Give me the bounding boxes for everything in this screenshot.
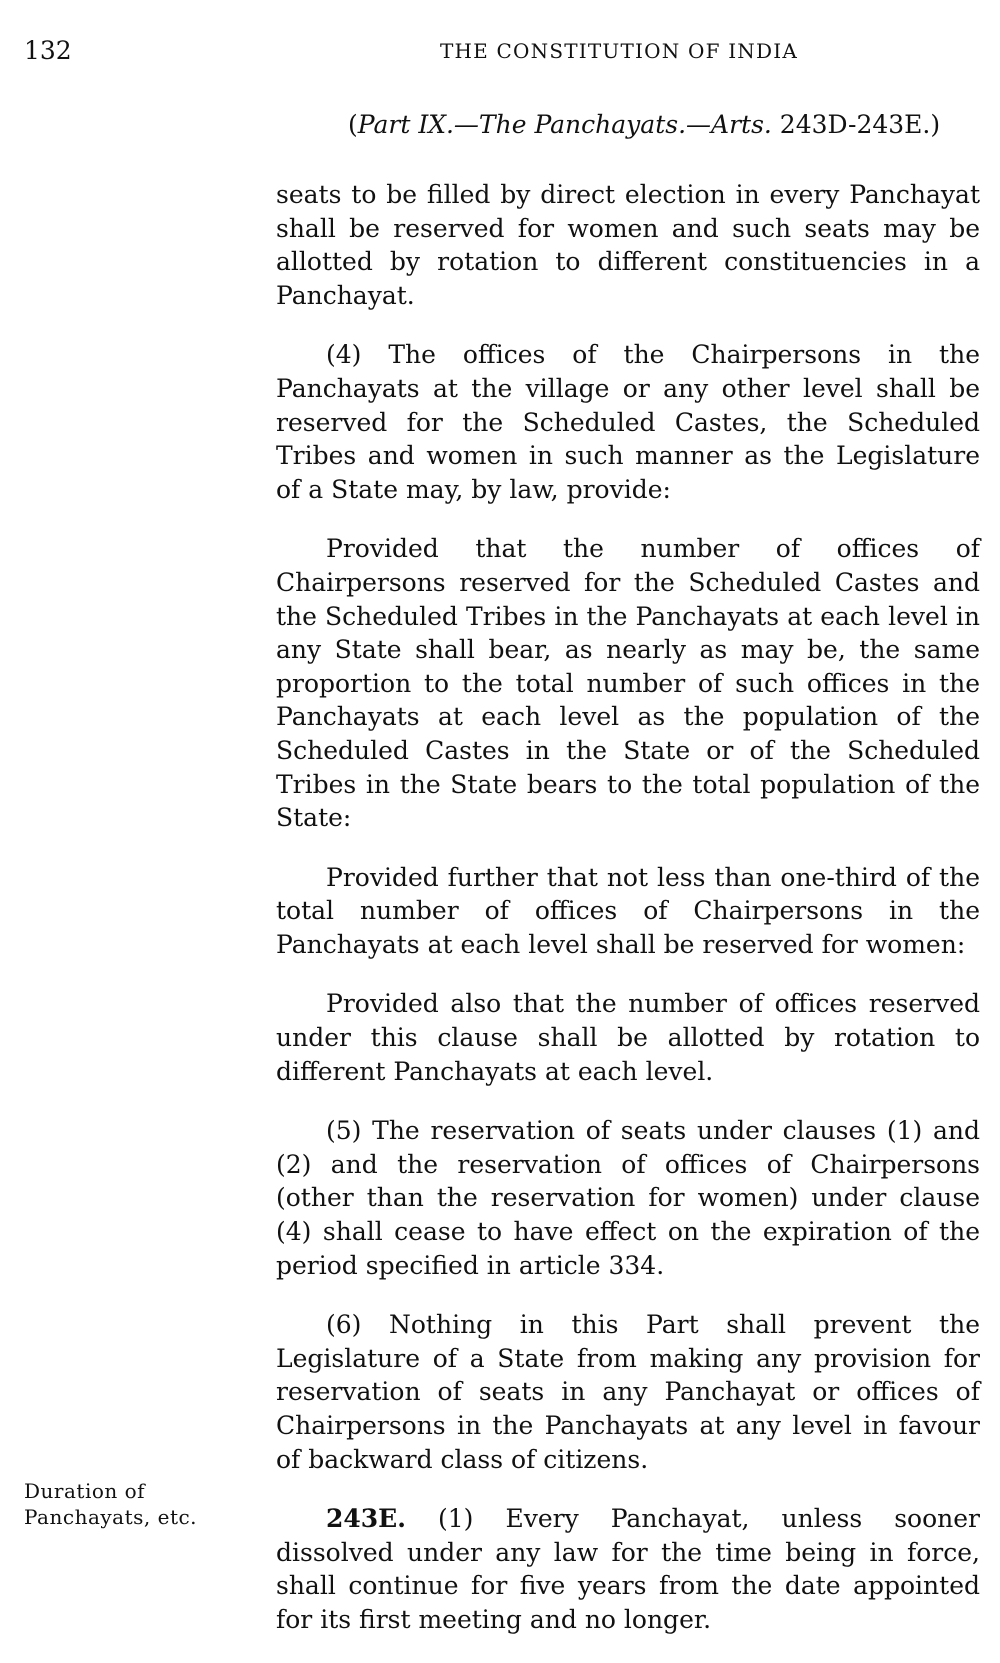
- part-reference: [348, 110, 940, 140]
- part-reference-articles: 243D-243E.: [771, 110, 931, 139]
- clause-4: (4) The offices of the Chairpersons in the Panchayats at the village or any other level shall be reserved for the Scheduled Castes, the Scheduled Tribes and women in such manner as the Legislature of a State may, by law, provide:: [276, 340, 980, 504]
- body-text: [276, 178, 980, 1663]
- paragraph-continuation: seats to be filled by direct election in every Panchayat shall be reserved for women and such seats may be allotted by rotation to different constituencies in a Panchayat.: [276, 180, 980, 310]
- clause-4-proviso-1: Provided that the number of offices of Chairpersons reserved for the Scheduled Castes and the Scheduled Tribes in the Panchayats at each level in any State shall bear, as nearly as may be, the same proportion to the total number of such offices in the Panchayats at each level as the population of the Scheduled Castes in the State or of the Scheduled Tribes in the State bears to the total population of the State:: [276, 534, 980, 833]
- marginal-note-line-1: Duration of: [24, 1479, 146, 1503]
- clause-4-proviso-3: Provided also that the number of offices reserved under this clause shall be allotted by rotation to different Panchayats at each level.: [276, 989, 980, 1086]
- marginal-note-line-2: Panchayats, etc.: [24, 1505, 198, 1529]
- part-reference-open-paren: (: [348, 110, 358, 139]
- part-reference-close-paren: ): [930, 110, 941, 139]
- clause-5: (5) The reservation of seats under clauses (1) and (2) and the reservation of offices of Chairpersons (other than the reservation for women) under clause (4) shall cease to have effect on the expiration of the period specified in article 334.: [276, 1116, 980, 1280]
- article-243e-text: (1) Every Panchayat, unless sooner dissolved under any law for the time being in force, shall continue for five years from the date appointed for its first meeting and no longer.: [276, 1504, 980, 1634]
- clause-6: (6) Nothing in this Part shall prevent the Legislature of a State from making any provision for reservation of seats in any Panchayat or offices of Chairpersons in the Panchayats at any level in favour of backward class of citizens.: [276, 1310, 980, 1474]
- marginal-note: [24, 1478, 224, 1530]
- page-number: 132: [24, 36, 72, 65]
- article-243e: [276, 1502, 980, 1636]
- clause-4-proviso-2: Provided further that not less than one-third of the total number of offices of Chairpersons in the Panchayats at each level shall be reserved for women:: [276, 862, 980, 959]
- running-head: THE CONSTITUTION OF INDIA: [440, 39, 798, 63]
- article-243e-number: 243E.: [326, 1504, 406, 1534]
- part-reference-title: Part IX.—The Panchayats.—Arts.: [357, 110, 772, 139]
